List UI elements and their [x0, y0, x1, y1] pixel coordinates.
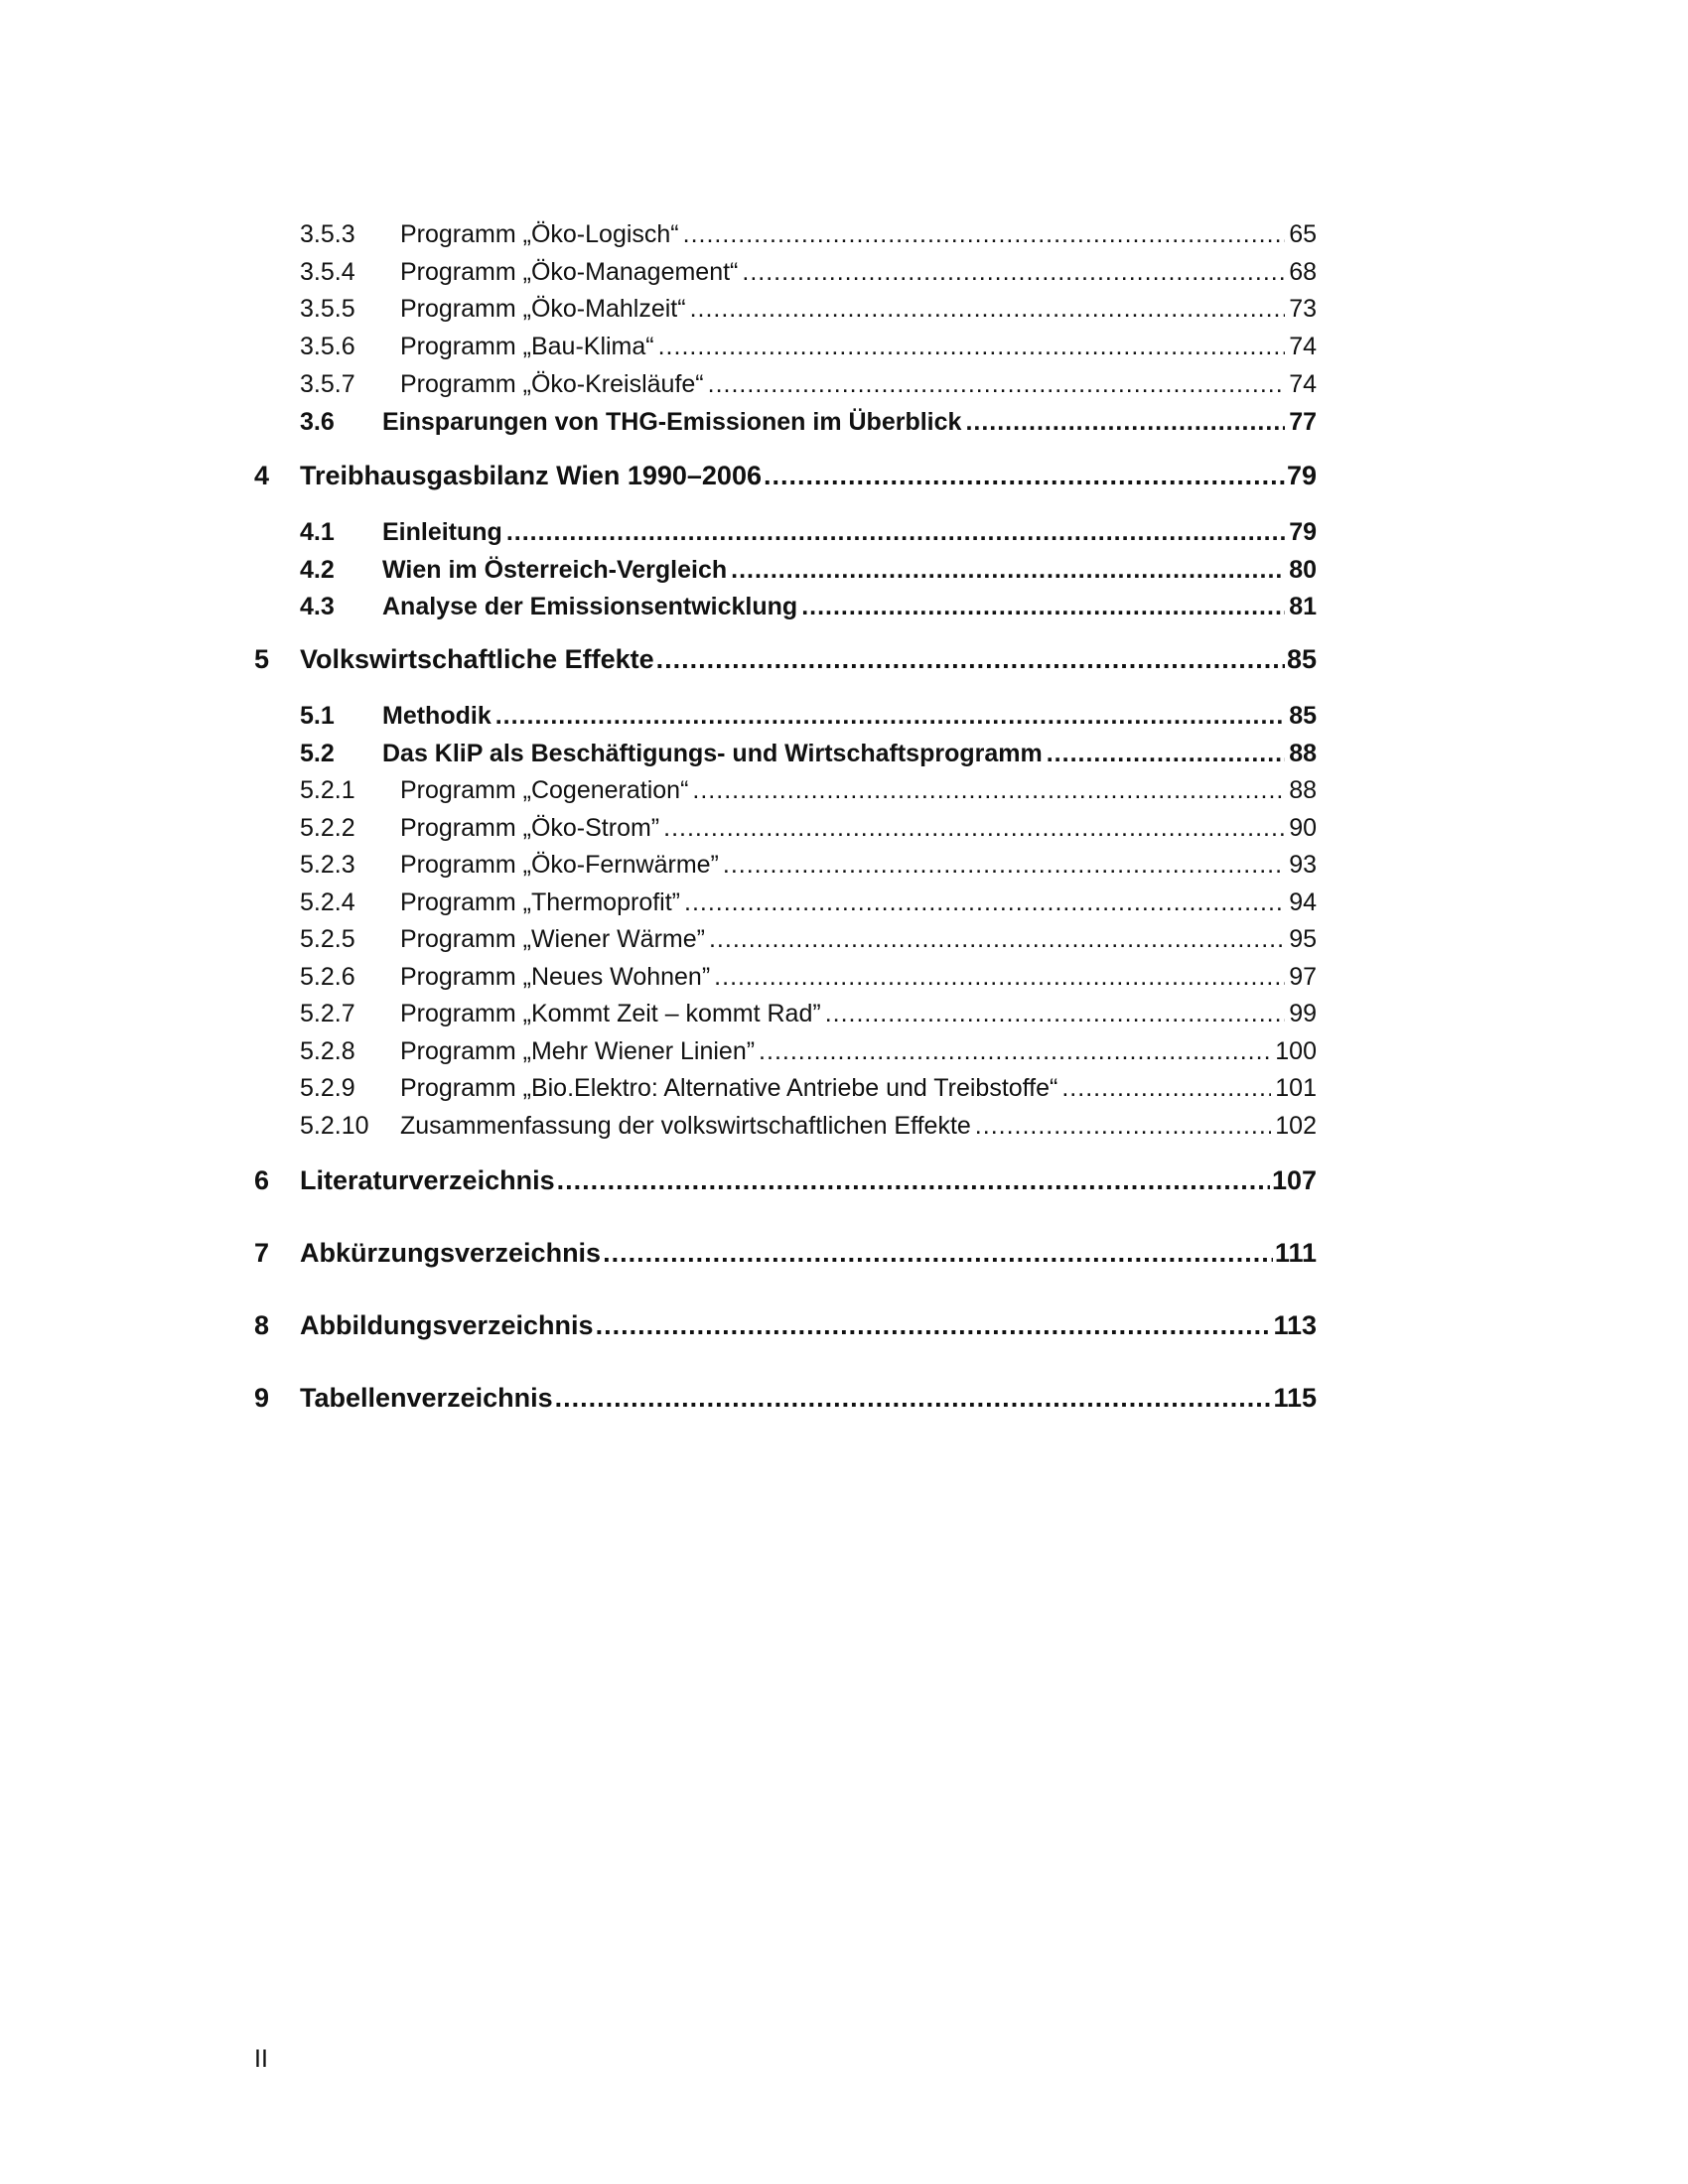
toc-entry-number: 5.2.10: [300, 1112, 369, 1140]
toc-leader-dots: [506, 513, 1285, 551]
toc-entry-page: 88: [1289, 776, 1317, 804]
toc-entry-page: 85: [1289, 702, 1317, 730]
toc-entry[interactable]: [300, 513, 1317, 551]
toc-leader-dots: [663, 809, 1285, 847]
toc-entry-number: 5.2.3: [300, 851, 355, 879]
toc-entry-page: 74: [1289, 333, 1317, 360]
toc-entry-number: 5.2.4: [300, 888, 355, 916]
toc-chapter-number: 8: [254, 1310, 270, 1340]
toc-entry-number: 5.2.9: [300, 1074, 355, 1102]
toc-chapter-page: 85: [1286, 644, 1317, 674]
toc-entry[interactable]: [300, 995, 1317, 1032]
toc-entry-number: 4.3: [300, 593, 335, 620]
toc-entry-title: Programm „Thermoprofit”: [400, 888, 680, 916]
toc-chapter[interactable]: [254, 1234, 1317, 1272]
toc-leader-dots: [759, 1032, 1271, 1070]
toc-entry[interactable]: [300, 215, 1317, 253]
toc-entry-number: 5.2.7: [300, 1000, 355, 1027]
toc-entry-page: 99: [1289, 1000, 1317, 1027]
toc-entry[interactable]: [300, 1069, 1317, 1107]
toc-leader-dots: [1061, 1069, 1271, 1107]
toc-entry-number: 3.5.6: [300, 333, 355, 360]
toc-entry-page: 97: [1289, 963, 1317, 991]
toc-leader-dots: [603, 1234, 1273, 1272]
toc-leader-dots: [557, 1161, 1270, 1199]
toc-entry-number: 5.2.1: [300, 776, 355, 804]
toc-entry-title: Zusammenfassung der volkswirtschaftlichen Effekte: [400, 1112, 971, 1140]
toc-entry-number: 4.2: [300, 556, 335, 584]
toc-entry-number: 5.2: [300, 740, 335, 767]
toc-entry-page: 73: [1289, 295, 1317, 323]
toc-chapter-page: 79: [1286, 461, 1317, 490]
toc-leader-dots: [709, 920, 1285, 958]
toc-entry[interactable]: [300, 884, 1317, 921]
toc-entry-page: 77: [1289, 408, 1317, 436]
toc-entry-page: 79: [1289, 518, 1317, 546]
page-number: II: [254, 2045, 268, 2073]
toc-entry-page: 93: [1289, 851, 1317, 879]
toc-chapter[interactable]: [254, 1379, 1317, 1417]
toc-entry-title: Methodik: [382, 702, 492, 730]
toc-chapter-number: 7: [254, 1238, 270, 1268]
toc-entry[interactable]: [300, 328, 1317, 365]
toc-leader-dots: [495, 697, 1285, 735]
toc-chapter-page: 113: [1273, 1310, 1317, 1340]
toc-chapter-title: Abbildungsverzeichnis: [300, 1310, 594, 1340]
toc-entry-page: 80: [1289, 556, 1317, 584]
toc-entry-title: Programm „Mehr Wiener Linien”: [400, 1037, 756, 1065]
toc-entry[interactable]: [300, 920, 1317, 958]
toc-leader-dots: [723, 846, 1285, 884]
toc-entry-page: 74: [1289, 370, 1317, 398]
toc-entry[interactable]: [300, 735, 1317, 772]
toc-chapter[interactable]: [254, 1161, 1317, 1199]
toc-leader-dots: [742, 253, 1285, 291]
toc-entry-page: 100: [1275, 1037, 1317, 1065]
toc-entry-page: 88: [1289, 740, 1317, 767]
toc-leader-dots: [764, 457, 1285, 494]
toc-leader-dots: [658, 328, 1286, 365]
toc-chapter-page: 115: [1273, 1383, 1317, 1413]
toc-entry[interactable]: [300, 1032, 1317, 1070]
toc-entry-title: Programm „Neues Wohnen”: [400, 963, 711, 991]
toc-leader-dots: [690, 290, 1286, 328]
toc-leader-dots: [801, 588, 1285, 625]
toc-entry-title: Einsparungen von THG-Emissionen im Überblick: [382, 408, 962, 436]
toc-chapter-number: 6: [254, 1165, 270, 1195]
toc-entry[interactable]: [300, 697, 1317, 735]
toc-entry-title: Programm „Bio.Elektro: Alternative Antriebe und Treibstoffe“: [400, 1074, 1058, 1102]
toc-entry-number: 3.5.5: [300, 295, 355, 323]
toc-entry-number: 3.6: [300, 408, 335, 436]
toc-entry-title: Programm „Öko-Logisch“: [400, 220, 679, 248]
toc-leader-dots: [731, 551, 1285, 589]
toc-entry-number: 3.5.3: [300, 220, 355, 248]
toc-chapter[interactable]: [254, 1306, 1317, 1344]
toc-entry-title: Programm „Öko-Kreisläufe“: [400, 370, 704, 398]
toc-chapter-number: 4: [254, 461, 270, 490]
toc-chapter-title: Literaturverzeichnis: [300, 1165, 555, 1195]
toc-entry-title: Programm „Öko-Mahlzeit“: [400, 295, 686, 323]
toc-entry-title: Programm „Kommt Zeit – kommt Rad”: [400, 1000, 821, 1027]
toc-entry-page: 95: [1289, 925, 1317, 953]
toc-chapter-title: Abkürzungsverzeichnis: [300, 1238, 602, 1268]
toc-chapter-title: Volkswirtschaftliche Effekte: [300, 644, 654, 674]
toc-entry-title: Wien im Österreich-Vergleich: [382, 556, 728, 584]
toc-chapter[interactable]: [254, 457, 1317, 494]
toc-entry[interactable]: [300, 551, 1317, 589]
toc-leader-dots: [825, 995, 1286, 1032]
toc-chapter-title: Tabellenverzeichnis: [300, 1383, 553, 1413]
toc-leader-dots: [975, 1107, 1271, 1145]
toc-entry-number: 3.5.7: [300, 370, 355, 398]
toc-leader-dots: [683, 215, 1286, 253]
toc-chapter-number: 9: [254, 1383, 270, 1413]
toc-entry-number: 4.1: [300, 518, 335, 546]
toc-entry-title: Programm „Cogeneration“: [400, 776, 689, 804]
toc-leader-dots: [692, 771, 1285, 809]
toc-entry-title: Programm „Öko-Strom”: [400, 814, 660, 842]
toc-entry[interactable]: [300, 290, 1317, 328]
toc-entry[interactable]: [300, 588, 1317, 625]
toc-entry[interactable]: [300, 403, 1317, 441]
toc-entry[interactable]: [300, 846, 1317, 884]
toc-entry[interactable]: [300, 771, 1317, 809]
toc-entry[interactable]: [300, 809, 1317, 847]
toc-entry-page: 68: [1289, 258, 1317, 286]
toc-entry-title: Programm „Öko-Fernwärme”: [400, 851, 719, 879]
toc-entry-number: 5.2.6: [300, 963, 355, 991]
toc-entry-page: 102: [1275, 1112, 1317, 1140]
toc-entry-number: 5.2.2: [300, 814, 355, 842]
toc-entry-page: 81: [1289, 593, 1317, 620]
toc-entry-number: 3.5.4: [300, 258, 355, 286]
toc-chapter-title: Treibhausgasbilanz Wien 1990–2006: [300, 461, 762, 490]
toc-entry-page: 101: [1275, 1074, 1317, 1102]
toc-chapter[interactable]: [254, 640, 1317, 678]
toc-entry-number: 5.2.5: [300, 925, 355, 953]
toc-leader-dots: [555, 1379, 1272, 1417]
toc-leader-dots: [1047, 735, 1285, 772]
toc-entry-page: 94: [1289, 888, 1317, 916]
toc-entry-title: Programm „Bau-Klima“: [400, 333, 654, 360]
toc-chapter-page: 111: [1274, 1238, 1317, 1268]
toc-entry[interactable]: [300, 958, 1317, 996]
toc-leader-dots: [965, 403, 1285, 441]
toc-entry-title: Das KliP als Beschäftigungs- und Wirtschaftsprogramm: [382, 740, 1043, 767]
toc-chapter-number: 5: [254, 644, 270, 674]
toc-leader-dots: [656, 640, 1285, 678]
toc-entry[interactable]: [300, 365, 1317, 403]
toc-entry-page: 90: [1289, 814, 1317, 842]
toc-entry-title: Programm „Öko-Management“: [400, 258, 739, 286]
toc-entry-title: Analyse der Emissionsentwicklung: [382, 593, 798, 620]
toc-entry[interactable]: [300, 253, 1317, 291]
toc-leader-dots: [714, 958, 1285, 996]
toc-leader-dots: [684, 884, 1285, 921]
toc-entry-title: Programm „Wiener Wärme”: [400, 925, 705, 953]
toc-leader-dots: [596, 1306, 1272, 1344]
toc-entry-page: 65: [1289, 220, 1317, 248]
toc-entry[interactable]: [300, 1107, 1317, 1145]
toc-entry-number: 5.2.8: [300, 1037, 355, 1065]
toc-entry-title: Einleitung: [382, 518, 502, 546]
toc-entry-number: 5.1: [300, 702, 335, 730]
toc-chapter-page: 107: [1271, 1165, 1317, 1195]
toc-leader-dots: [708, 365, 1286, 403]
